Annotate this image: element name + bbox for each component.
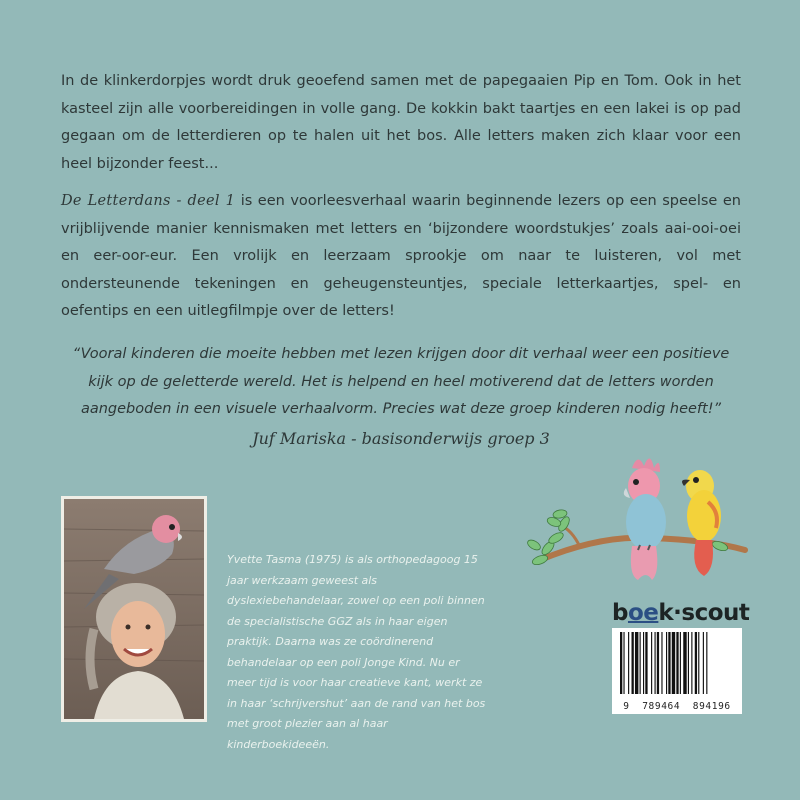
- barcode-bar: [645, 632, 647, 694]
- barcode-bar: [635, 632, 638, 694]
- barcode-number: 9 789464 894196: [623, 701, 731, 712]
- barcode-bar: [632, 632, 634, 694]
- barcode-bar: [666, 632, 667, 694]
- author-bio: Yvette Tasma (1975) is als orthopedagoog 15 jaar werkzaam geweest als dyslexiebehandelaar, zowel op een poli binnen de specialistische GGZ als in haar eigen praktijk. Daarna was ze coördinerend behandelaar op een poli Jonge Kind. Nu er meer tijd is voor haar creatieve kant, werkt ze in haar ‘schrijvershut’ aan de rand van het bos met groot plezier aan al haar kinderboekideeën.: [227, 553, 486, 751]
- barcode-bar: [620, 632, 622, 694]
- description-paragraph: [61, 188, 741, 326]
- barcode-bar: [706, 632, 707, 694]
- barcode-bar: [676, 632, 678, 694]
- barcode-bar: [655, 632, 656, 694]
- barcode-bar: [703, 632, 704, 694]
- barcode-bar: [623, 632, 624, 694]
- author-photo: [61, 496, 207, 722]
- barcode-bar: [640, 632, 641, 694]
- isbn-barcode: [612, 628, 742, 714]
- barcode-bar: [643, 632, 644, 694]
- barcode-bars: [612, 628, 742, 698]
- description-text: is een voorleesverhaal waarin beginnende lezers op een speelse en vrijblijvende manier kennismaken met letters en ‘bijzondere woordstukjes’ zoals aai-ooi-oei en eer-oor-eur. Een vrolijk en leerzaam sprookje om naar te luisteren, vol met ondersteunende tekeningen en geheugensteuntjes, speciale letterkaartjes, spel- en oefentips en een uitlegfilmpje over de letters!: [61, 193, 741, 319]
- barcode-bar: [657, 632, 659, 694]
- barcode-bar: [651, 632, 652, 694]
- barcode-bar: [695, 632, 697, 694]
- barcode-bar: [683, 632, 686, 694]
- barcode-bar: [628, 632, 629, 694]
- barcode-bar: [668, 632, 670, 694]
- barcode-bar: [672, 632, 675, 694]
- barcode-bar: [688, 632, 689, 694]
- publisher-logo: boek·scout: [612, 600, 750, 626]
- barcode-bar: [691, 632, 692, 694]
- intro-paragraph: In de klinkerdorpjes wordt druk geoefend samen met de papegaaien Pip en Tom. Ook in het kasteel zijn alle voorbereidingen in volle gang. De kokkin bakt taartjes en een lakei is op pad gegaan om de letterdieren op te halen uit het bos. Alle letters maken zich klaar voor een heel bijzonder feest...: [61, 73, 741, 172]
- barcode-bar: [698, 632, 699, 694]
- barcode-bar: [661, 632, 662, 694]
- review-quote: “Vooral kinderen die moeite hebben met lezen krijgen door dit verhaal weer een positieve kijk op de geletterde wereld. Het is helpend en heel motiverend dat de letters worden aangeboden in een visuele verhaalvorm. Precies wat deze groep kinderen nodig heeft!”: [72, 346, 730, 417]
- publisher-logo-accent: oe: [627, 600, 659, 626]
- book-title: De Letterdans - deel 1: [61, 193, 236, 209]
- barcode-bar: [680, 632, 681, 694]
- quote-author: Juf Mariska - basisonderwijs groep 3: [252, 429, 550, 448]
- parrots-illustration: [520, 450, 750, 594]
- author-with-parrot-illustration: [64, 499, 204, 719]
